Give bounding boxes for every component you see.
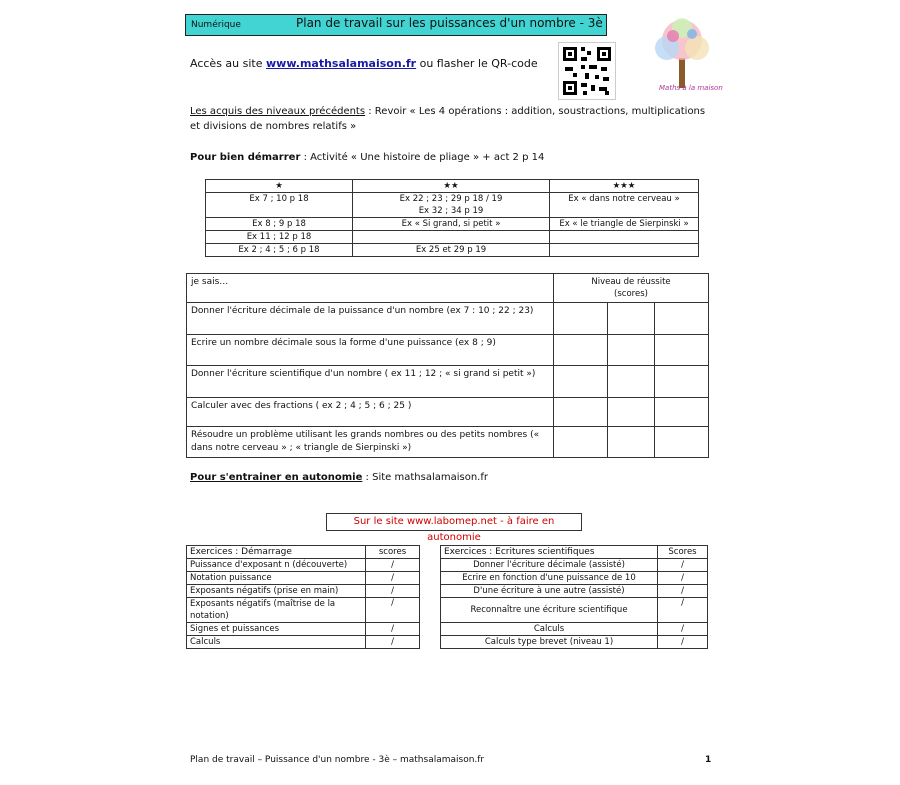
- logo-label: Maths à la maison: [659, 84, 723, 92]
- level-3-star: ★★★: [550, 180, 699, 193]
- table-row: Ex 32 ; 34 p 19: [206, 205, 699, 218]
- skills-header: je sais…: [187, 274, 554, 303]
- score-cell[interactable]: [655, 335, 709, 366]
- table-row: Ecrire en fonction d'une puissance de 10 /: [441, 572, 708, 585]
- score-cell[interactable]: [608, 366, 655, 398]
- score-cell[interactable]: [655, 366, 709, 398]
- table-row: D'une écriture à une autre (assisté) /: [441, 585, 708, 598]
- table-row: Notation puissance /: [187, 572, 420, 585]
- table-row: Donner l'écriture décimale (assisté) /: [441, 559, 708, 572]
- qr-code: [558, 42, 616, 100]
- access-line: Accès au site www.mathsalamaison.fr ou flasher le QR-code: [190, 57, 538, 70]
- site-link[interactable]: www.mathsalamaison.fr: [266, 57, 417, 70]
- score-cell[interactable]: [608, 303, 655, 335]
- score-cell[interactable]: [608, 335, 655, 366]
- footer-text: Plan de travail – Puissance d'un nombre - 3è – mathsalamaison.fr: [190, 755, 485, 765]
- header-tag: Numérique: [191, 20, 241, 30]
- score-cell[interactable]: [655, 303, 709, 335]
- skills-table: [186, 273, 709, 458]
- table-row: Résoudre un problème utilisant les grands nombres ou des petits nombres (« dans notre cerveau » ; « triangle de Sierpinski »): [187, 427, 709, 458]
- start-line: Pour bien démarrer : Activité « Une histoire de pliage » + act 2 p 14: [190, 152, 545, 163]
- table-row: Reconnaître une écriture scientifique /: [441, 598, 708, 623]
- table-row: Ex 7 ; 10 p 18 Ex 22 ; 23 ; 29 p 18 / 19 Ex « dans notre cerveau »: [206, 193, 699, 206]
- table-row: Donner l'écriture décimale de la puissance d'un nombre (ex 7 : 10 ; 22 ; 23): [187, 303, 709, 335]
- table-row: Ecrire un nombre décimale sous la forme d'une puissance (ex 8 ; 9): [187, 335, 709, 366]
- level-header: Niveau de réussite (scores): [554, 274, 709, 303]
- table-row: Calculs /: [187, 636, 420, 649]
- table-row: Signes et puissances /: [187, 623, 420, 636]
- levels-table: [205, 179, 699, 257]
- autonomy-line: Pour s'entrainer en autonomie : Site mathsalamaison.fr: [190, 472, 488, 483]
- table-row: Calculer avec des fractions ( ex 2 ; 4 ; 5 ; 6 ; 25 ): [187, 398, 709, 427]
- labomep-box: Sur le site www.labomep.net - à faire en autonomie: [326, 513, 582, 531]
- score-cell[interactable]: [608, 427, 655, 458]
- table-row: Puissance d'exposant n (découverte) /: [187, 559, 420, 572]
- score-cell[interactable]: [608, 398, 655, 427]
- score-cell[interactable]: [554, 303, 608, 335]
- exercises-start-table: [186, 545, 420, 649]
- tree-logo: [637, 10, 727, 100]
- table-row: Donner l'écriture scientifique d'un nombre ( ex 11 ; 12 ; « si grand si petit »): [187, 366, 709, 398]
- score-cell[interactable]: [655, 427, 709, 458]
- score-cell[interactable]: [554, 335, 608, 366]
- table-row: Exposants négatifs (prise en main) /: [187, 585, 420, 598]
- skills-header-row: [187, 274, 709, 303]
- prior-knowledge-2: et divisions de nombres relatifs »: [190, 121, 357, 132]
- exercises-scientific-table: [440, 545, 708, 649]
- table-header-row: Exercices : Démarrage scores: [187, 546, 420, 559]
- score-cell[interactable]: [554, 398, 608, 427]
- table-row: Ex 8 ; 9 p 18 Ex « Si grand, si petit » Ex « le triangle de Sierpinski »: [206, 218, 699, 231]
- score-cell[interactable]: [554, 427, 608, 458]
- table-row: Calculs type brevet (niveau 1) /: [441, 636, 708, 649]
- table-row: Ex 2 ; 4 ; 5 ; 6 p 18 Ex 25 et 29 p 19: [206, 244, 699, 257]
- score-cell[interactable]: [554, 366, 608, 398]
- level-1-star: ★: [206, 180, 353, 193]
- prior-knowledge: Les acquis des niveaux précédents : Revoir « Les 4 opérations : addition, soustractions, multiplications: [190, 106, 706, 117]
- score-cell[interactable]: [655, 398, 709, 427]
- level-2-star: ★★: [353, 180, 550, 193]
- qr-code-icon: [559, 43, 615, 99]
- page-title: Plan de travail sur les puissances d'un nombre - 3è: [296, 16, 603, 30]
- table-row: Calculs /: [441, 623, 708, 636]
- header-bar: [185, 14, 607, 36]
- table-header-row: Exercices : Ecritures scientifiques Scores: [441, 546, 708, 559]
- table-row: Exposants négatifs (maîtrise de la notation) /: [187, 598, 420, 623]
- levels-header-row: [206, 180, 699, 193]
- page-number: 1: [705, 755, 712, 765]
- table-row: Ex 11 ; 12 p 18: [206, 231, 699, 244]
